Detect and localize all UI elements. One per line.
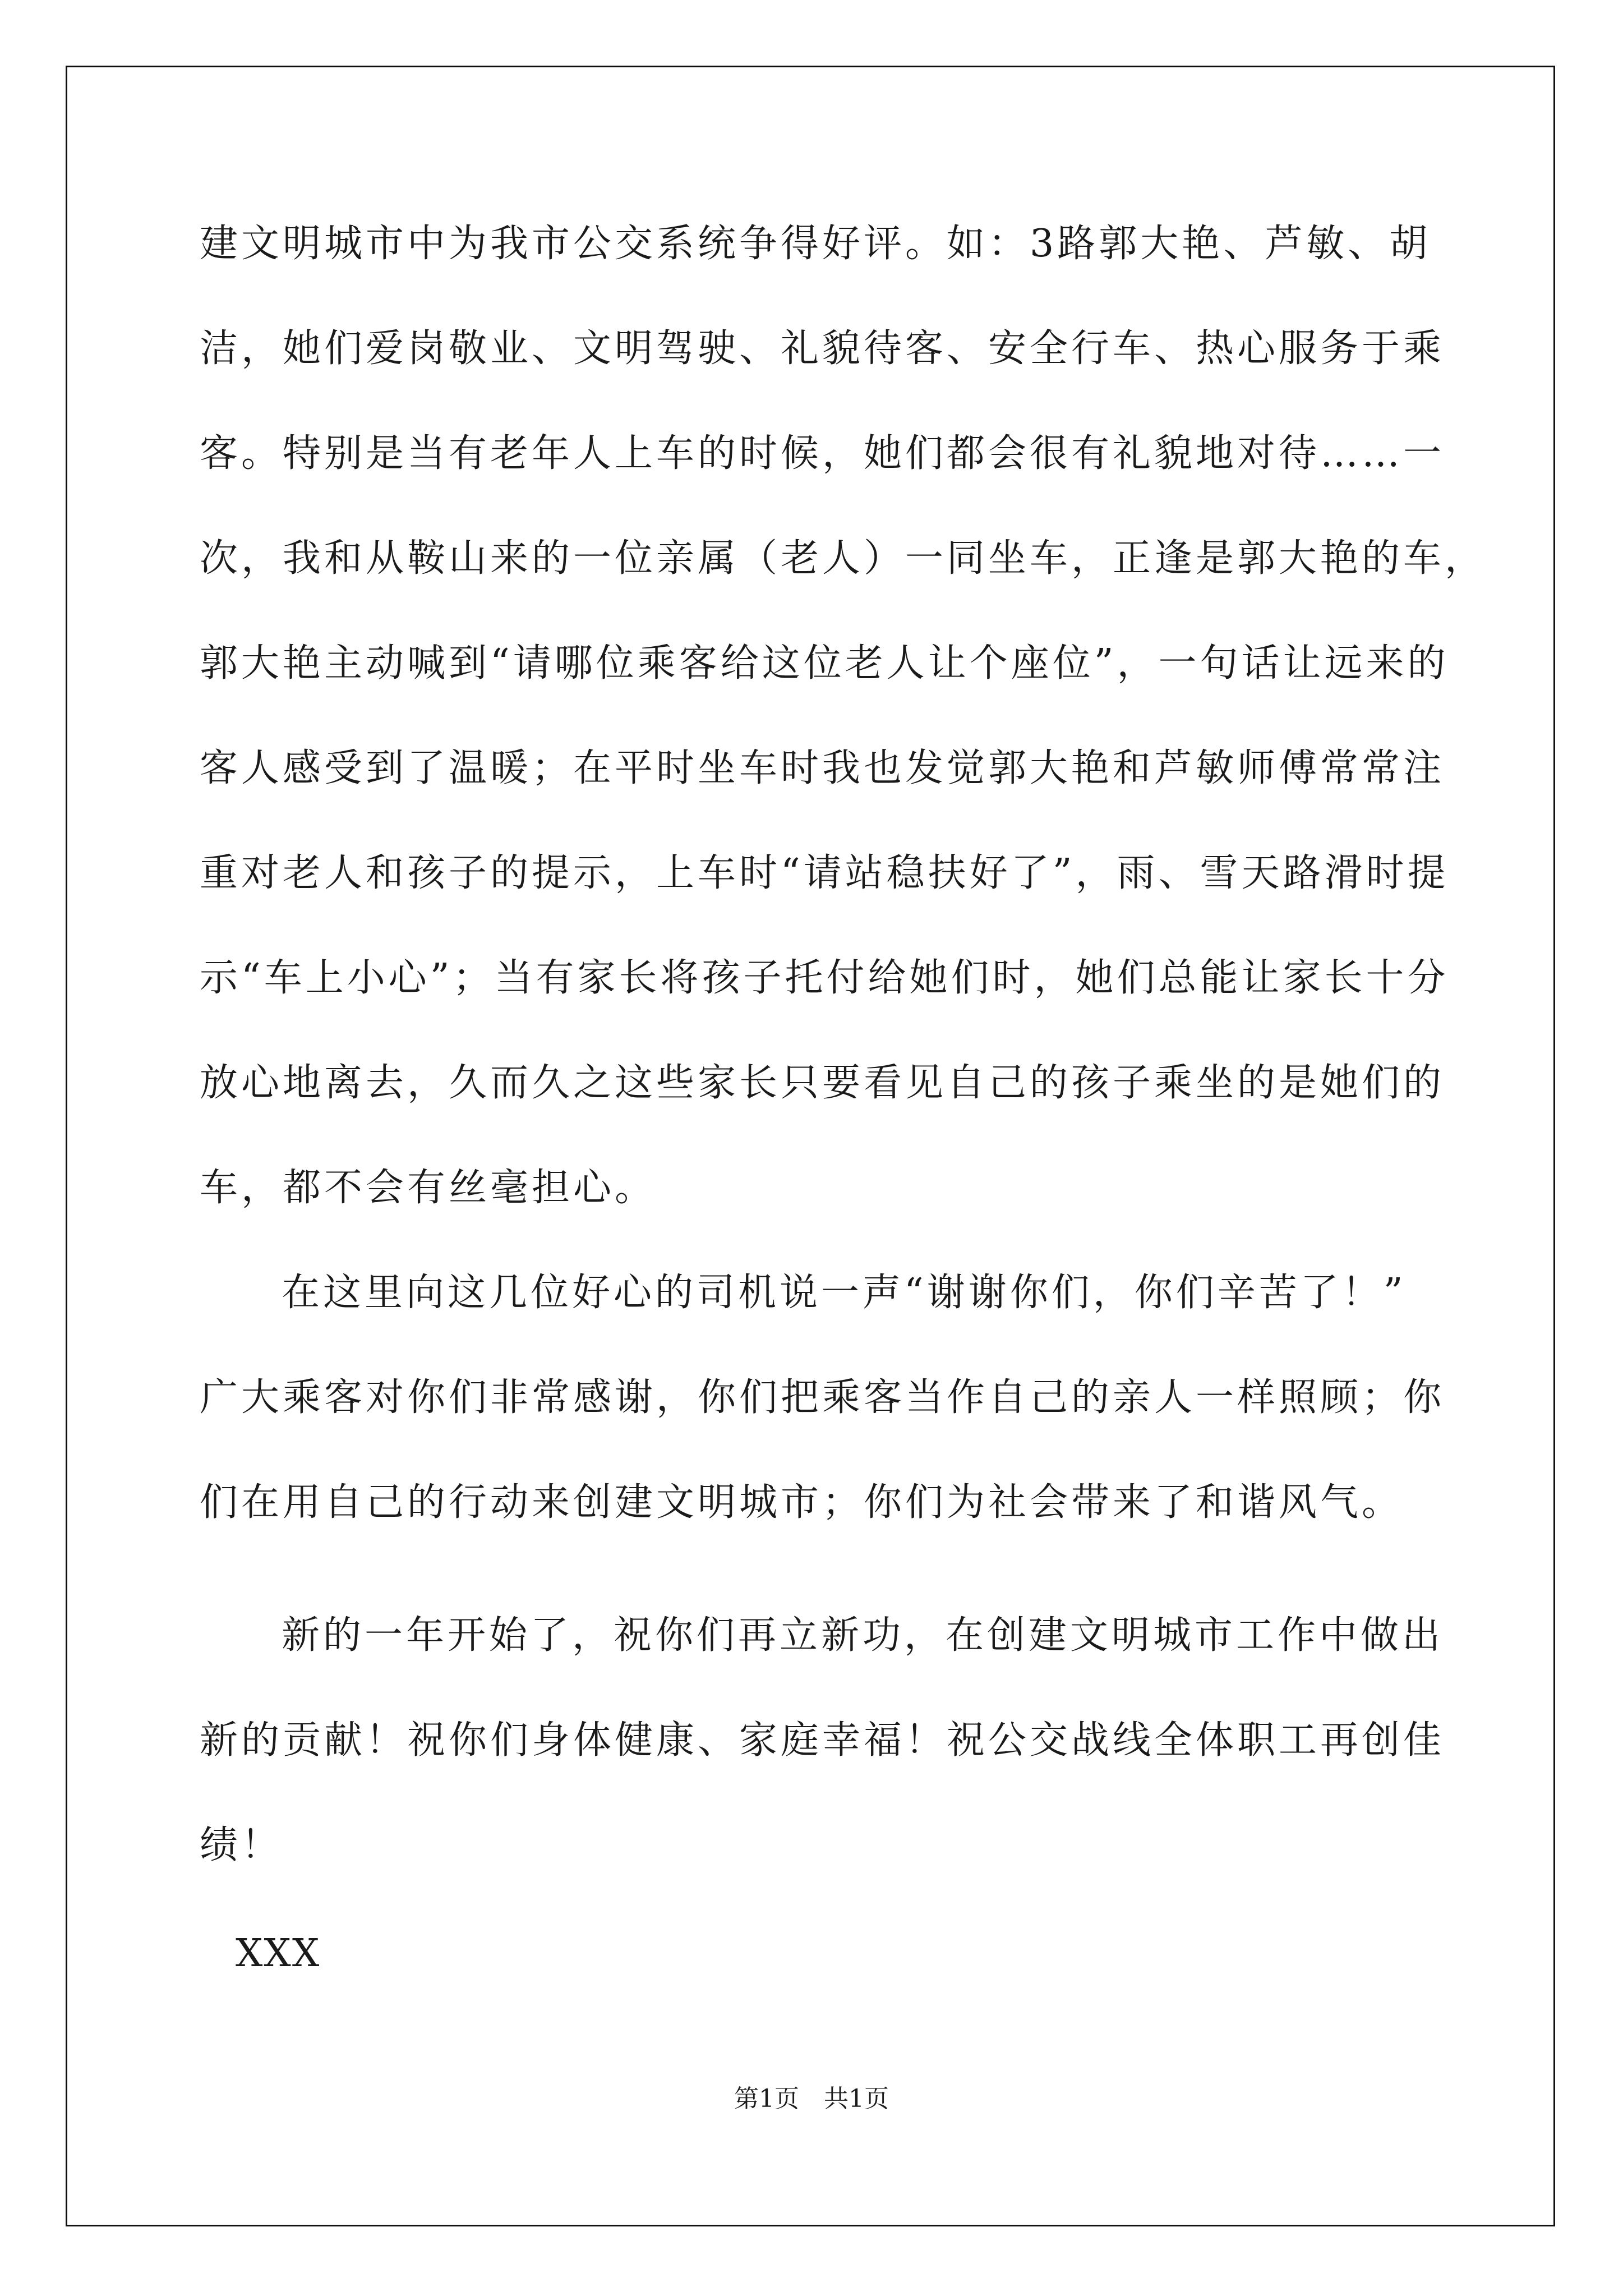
page-footer xyxy=(0,2082,1623,2116)
paragraph-line: 新的一年开始了，祝你们再立新功，在创建文明城市工作中做出 xyxy=(282,1613,1444,1658)
paragraph-line: 郭大艳主动喊到“请哪位乘客给这位老人让个座位”，一句话让远来的 xyxy=(200,641,1449,685)
page-number: 第1页 xyxy=(734,2085,799,2113)
paragraph-line: 示“车上小心”；当有家长将孩子托付给她们时，她们总能让家长十分 xyxy=(200,956,1449,1000)
signature: XXX xyxy=(236,1931,321,1976)
paragraph-line: 客人感受到了温暖；在平时坐车时我也发觉郭大艳和芦敏师傅常常注 xyxy=(200,746,1445,790)
paragraph-line: 们在用自己的行动来创建文明城市；你们为社会带来了和谐风气。 xyxy=(200,1480,1404,1525)
paragraph-line: 在这里向这几位好心的司机说一声“谢谢你们，你们辛苦了！” xyxy=(282,1271,1407,1315)
paragraph-line: 洁，她们爱岗敬业、文明驾驶、礼貌待客、安全行车、热心服务于乘 xyxy=(200,326,1445,371)
paragraph-line: 车，都不会有丝毫担心。 xyxy=(200,1166,657,1210)
paragraph-line: 次，我和从鞍山来的一位亲属（老人）一同坐车，正逢是郭大艳的车， xyxy=(200,536,1487,581)
paragraph-line: 放心地离去，久而久之这些家长只要看见自己的孩子乘坐的是她们的 xyxy=(200,1061,1445,1105)
page-total: 共1页 xyxy=(824,2085,889,2113)
paragraph-line: 重对老人和孩子的提示，上车时“请站稳扶好了”，雨、雪天路滑时提 xyxy=(200,851,1449,895)
paragraph-line: 新的贡献！祝你们身体健康、家庭幸福！祝公交战线全体职工再创佳 xyxy=(200,1718,1445,1763)
paragraph-line: 客。特别是当有老年人上车的时候，她们都会很有礼貌地对待……一 xyxy=(200,431,1445,476)
paragraph-line: 建文明城市中为我市公交系统争得好评。如：3路郭大艳、芦敏、胡 xyxy=(200,222,1431,266)
paragraph-line: 绩！ xyxy=(200,1823,283,1867)
paragraph-line: 广大乘客对你们非常感谢，你们把乘客当作自己的亲人一样照顾；你 xyxy=(200,1375,1445,1420)
